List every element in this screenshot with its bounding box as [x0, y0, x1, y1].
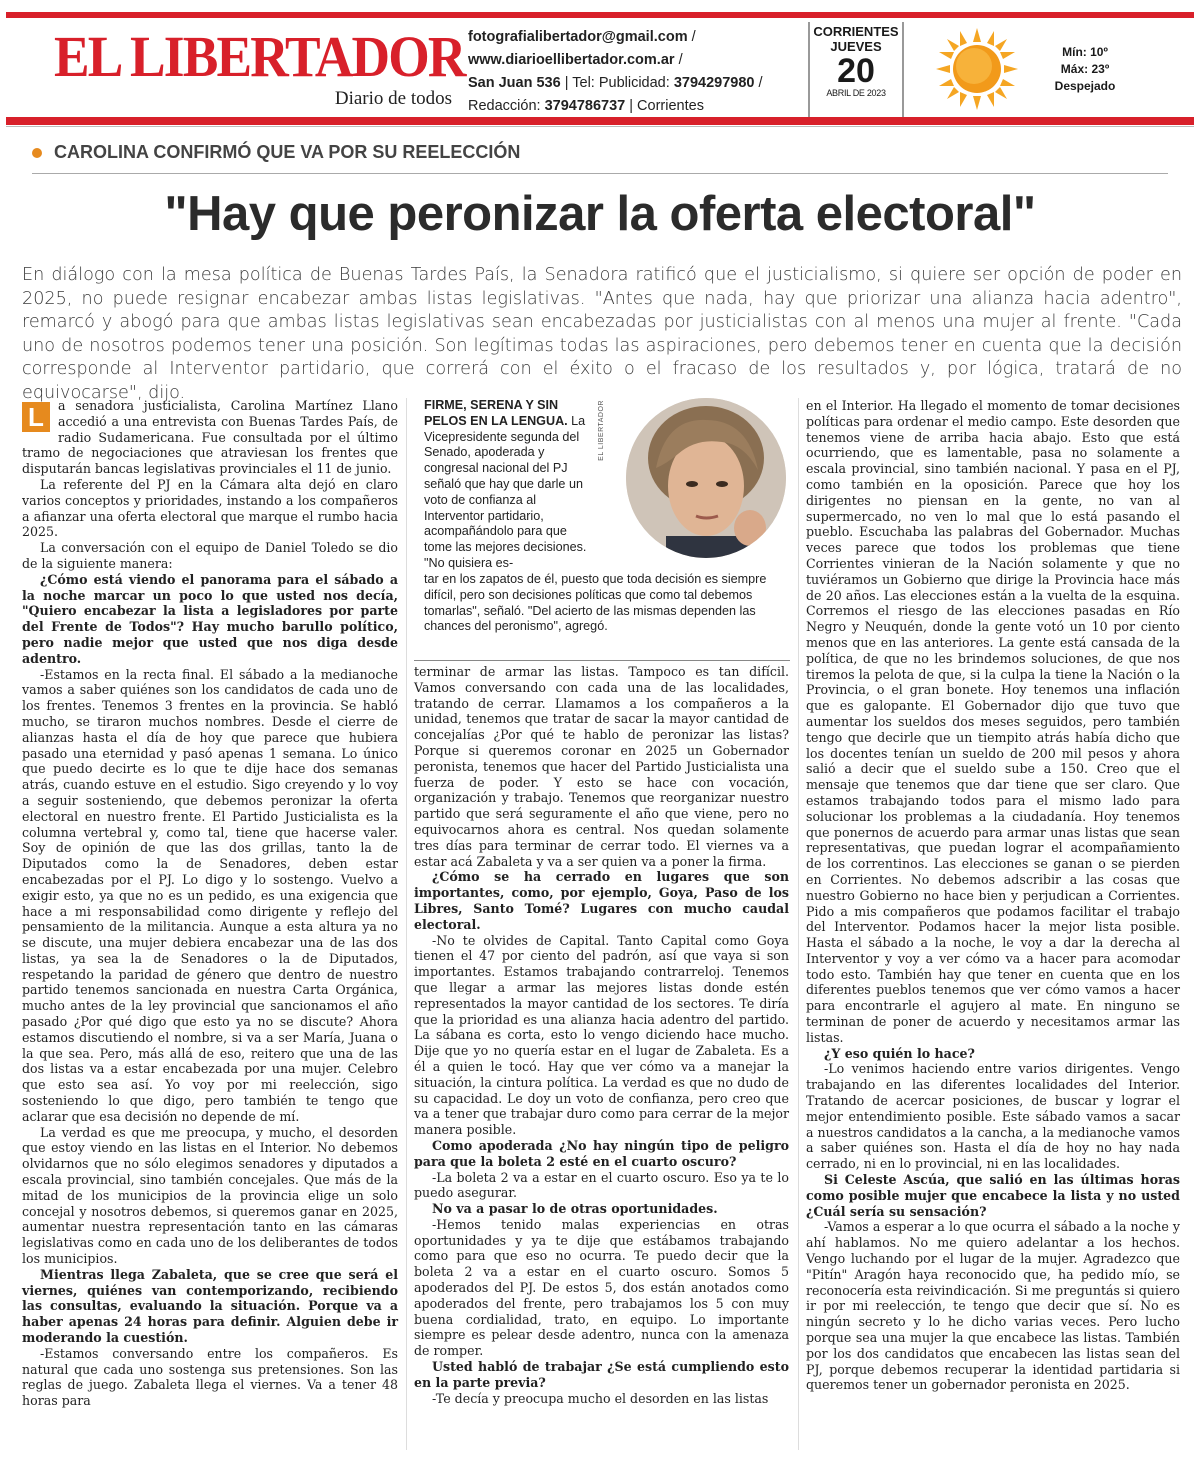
article-column-3 — [806, 398, 1180, 1393]
contact-website[interactable]: www.diarioellibertador.com.ar — [468, 52, 675, 68]
contact-email[interactable]: fotografialibertador@gmail.com — [468, 29, 688, 45]
date-city: CORRIENTES — [813, 24, 899, 39]
weather-min: Mín: 10º — [1062, 45, 1108, 59]
article-paragraph: La verdad es que me preocupa, y mucho, el desorden que estoy viendo en las listas en el Interior. No debemos olvidarnos que no sólo elegimos senadores y diputados a escala provincial, sino también concejales. Que más de la mitad de los municipios de la provincia elige un solo concejal y nosotros debemos, si queremos ganar en 2025, aumentar nuestra representación tanto en las cámaras legislativas como en cada uno de los deliberantes de todos los municipios. — [22, 1124, 398, 1267]
photo-caption — [424, 398, 592, 572]
caption-continued: tar en los zapatos de él, puesto que toda decisión es siempre difícil, pero son decisiones políticas que como tal debemos tomarlas", señaló. "Del acierto de las mismas dependen las chances del peronismo", agregó. — [424, 572, 767, 634]
weather-forecast — [1040, 44, 1130, 95]
article-paragraph: a senadora justicialista, Carolina Martínez Llano accedió a una entrevista con Buenas Tardes País, de radio Sudamericana. Fue consultada por el último tramo de negociaciones que atraviesan los frentes que disputarán bancas legislativas provinciales el 11 de junio. — [22, 398, 398, 477]
article-paragraph: -Estamos conversando entre los compañeros. Es natural que cada uno sostenga sus pretensiones. Son las reglas de juego. Zabaleta llega el viernes. Va a tener 48 horas para — [22, 1345, 398, 1409]
masthead-logo[interactable] — [54, 24, 465, 114]
bullet-icon — [32, 148, 42, 158]
weather-condition: Despejado — [1054, 79, 1116, 93]
caption-title: FIRME, SERENA Y SIN PELOS EN LA LENGUA. — [424, 398, 568, 428]
article-paragraph: -Te decía y preocupa mucho el desorden en las listas — [432, 1390, 769, 1406]
interview-question: Mientras llega Zabaleta, que se cree que será el viernes, quiénes van contemporizando, recibiendo las consultas, evaluando la situación. Porque va a haber apenas 24 horas para definir. Alguien debe ir moderando la cuestión. — [22, 1266, 398, 1346]
article-headline: "Hay que peronizar la oferta electoral" — [164, 187, 1036, 241]
drop-cap: L — [22, 402, 50, 432]
interview-question: ¿Cómo está viendo el panorama para el sábado a la noche marcar un poco lo que usted nos decía, "Quiero encabezar la lista a legisladores por parte del Frente de Todos"? Hay mucho barullo político, pero nadie mejor que usted que nos diga desde adentro. — [22, 571, 398, 666]
interview-question: ¿Y eso quién lo hace? — [824, 1045, 975, 1061]
kicker-divider — [32, 173, 1168, 174]
article-paragraph: -Estamos en la recta final. El sábado a la medianoche vamos a saber quiénes son los candidatos de cada uno de los frentes. Tenemos 3 frentes en la provincia. Se habló mucho, se tiraron muchos nombres. Desde el cierre de alianzas hasta el día de hoy que parece que hubiera pasado una eternidad y pasó apenas 1 semana. Lo único que puedo decirte es lo que te dije hace dos semanas atrás, cuando estuve en el estudio. Sigo creyendo y lo voy a seguir sosteniendo, que debemos peronizar la oferta electoral en nuestro frente. El Partido Justicialista es la columna vertebral y, como tal, tiene que hacerse valer. Soy de opinión de que las dos grillas, tanto la de Diputados como la de Senadores, deben estar encabezadas por el PJ. Lo digo y lo sostengo. Vuelvo a exigir esto, ya que no es un pedido, es una exigencia que hace a mi responsabilidad como dirigente y reflejo del pensamiento de la militancia. Aunque a esta altura ya no se discute, una mujer debiera encabezar una de las dos listas, ya sea la de Senadores o la de Diputados, respetando la paridad de género que dentro de nuestro partido tenemos sancionada en nuestra Carta Orgánica, mucho antes de la ley provincial que sancionamos el año pasado ¿Por qué digo que esto ya no se discute? Ahora estamos discutiendo el nombre, si va a ser María, Juana o la que sea. Pero, más allá de eso, reitero que una de las dos listas va a estar encabezada por una mujer. Celebro que esto sea así. Yo voy por mi reelección, sigo sosteniendo lo que digo, pero también te tengo que aclarar que esa decisión no depende de mí. — [22, 666, 398, 1124]
caption-text: La Vicepresidente segunda del Senado, apoderada y congresal nacional del PJ señaló que hay que darle un voto de confianza al Interventor partidario, acompañándolo para que tome las mejores decisiones. "No quisiera es- — [424, 413, 587, 570]
date-month-year: ABRIL DE 2023 — [826, 88, 886, 98]
interview-question: Como apoderada ¿No hay ningún tipo de peligro para que la boleta 2 esté en el cuarto oscuro? — [414, 1137, 789, 1169]
contact-info: fotografialibertador@gmail.com / www.diarioellibertador.com.ar / San Juan 536 | Tel: Publicidad: 3794297980 / Redacción: 3794786737 | Corrientes — [468, 29, 763, 114]
article-paragraph: terminar de armar las listas. Tampoco es tan difícil. Vamos conversando con cada una de las localidades, tratando de cerrar. Llamamos a los compañeros a la unidad, tenemos que tratar de sacar la mayor cantidad de concejalías ¿Por qué te hablo de peronizar las listas? Porque si queremos coronar en 2025 un Gobernador peronista, tenemos que hacer del Partido Justicialista una fuerza de poder. Y esto se hace con vocación, organización y trabajo. Tenemos que reorganizar nuestro partido que será seguramente el año que viene, pero no equivocarnos ahora es central. Nos quedan solamente tres días para terminar de cerrar todo. El viernes va a estar acá Zabaleta y va a ser quien va a poner la firma. — [414, 664, 789, 869]
contact-phone-ads: 3794297980 — [673, 75, 755, 91]
article-kicker: CAROLINA CONFIRMÓ QUE VA POR SU REELECCIÓN — [32, 142, 520, 163]
article-paragraph: -Hemos tenido malas experiencias en otras oportunidades y ya te dije que estábamos trabajando como para que eso no ocurra. Te puedo decir que la boleta 2 va a estar en el cuarto oscuro. Somos 5 apoderados del PJ. De estos 5, dos están anotados como apoderados del frente, pero trabajamos los 5 con muy buena cordialidad, trato, en equipo. Lo importante siempre es pelear desde adentro, nunca con la amenaza de romper. — [414, 1216, 789, 1359]
newspaper-name: EL LIBERTADOR — [54, 24, 465, 89]
article-lead: En diálogo con la mesa política de Buenas Tardes País, la Senadora ratificó que el justicialismo, si quiere ser opción de poder en 2025, no puede resignar encabezar ambas listas legislativas. "Antes que nada, hay que priorizar una alianza hacia adentro", remarcó y abogó para que ambas listas legislativas sean encabezadas por justicialistas con al menos una mujer al frente. "Cada uno de nosotros podemos tener una posición. Son legítimas todas las aspiraciones, pero debemos tener en cuenta que la decisión corresponde al Interventor partidario, que correrá con el éxito o el fracaso de los resultados y, por lógica, tratará de no equivocarse", dijo. — [22, 265, 1182, 403]
article-paragraph: La referente del PJ en la Cámara alta dejó en claro varios conceptos y prioridades, instando a los compañeros a afianzar una oferta electoral que marque el rumbo hacia 2025. — [22, 476, 398, 540]
article-paragraph: La conversación con el equipo de Daniel Toledo se dio de la siguiente manera: — [22, 540, 398, 571]
article-paragraph: -No te olvides de Capital. Tanto Capital como Goya tienen el 47 por ciento del padrón, así que vaya si son importantes. Estamos trabajando contrarreloj. Tenemos que llegar a armar las mejores listas donde estén representados la mayor cantidad de los sectores. Te diría que la prioridad es una alianza hacia adentro del partido. La sábana es corta, esto lo vengo diciendo hace mucho. Dije que yo no quería estar en el lugar de Zabaleta. Es a él a quien le tocó. Hay que ver cómo va a manejar la situación, la cintura política. La verdad es que no dudo de su capacidad. Le doy un voto de confianza, pero creo que va a tener que trabajar duro como para cerrar de la mejor manera posible. — [414, 932, 789, 1138]
column-divider — [406, 398, 407, 1450]
interview-question: ¿Cómo se ha cerrado en lugares que son importantes, como, por ejemplo, Goya, Paso de los Libres, Santo Tomé? Lugares con mucho caudal electoral. — [414, 869, 789, 932]
weather-max: Máx: 23º — [1060, 62, 1110, 76]
date-box — [808, 22, 904, 118]
interview-question: No va a pasar lo de otras oportunidades. — [432, 1201, 718, 1217]
column-divider — [798, 398, 799, 1450]
article-column-1 — [22, 398, 398, 1409]
interview-question: Si Celeste Ascúa, que salió en las últimas horas como posible mujer que encabece la lista y no usted ¿Cuál sería su sensación? — [806, 1172, 1180, 1219]
photo-credit: EL LIBERTADOR — [598, 400, 605, 461]
sidebar-divider — [414, 660, 790, 661]
contact-address: San Juan 536 — [468, 75, 561, 91]
masthead-red-rule — [6, 117, 1194, 125]
newspaper-tagline: Diario de todos — [334, 88, 452, 109]
interview-question: Usted habló de trabajar ¿Se está cumpliendo esto en la parte previa? — [414, 1359, 789, 1390]
date-day-number: 20 — [837, 52, 875, 90]
masthead-grey-rule — [6, 126, 1194, 127]
article-column-2 — [414, 664, 789, 1406]
article-paragraph: -Vamos a esperar a lo que ocurra el sábado a la noche y ahí hablamos. No me quiero adelantar a los hechos. Vengo luchando por el lugar de la mujer. Agradezco que "Pitín" Aragón haya reconocido que, ha pedido mío, se reconocería esta reivindicación. Si me preguntás si quiero ir por mi reelección, te tengo que decir que sí. No es ningún secreto y lo he dicho varias veces. Pero lucho porque sea una mujer la que encabece las listas. También por los dos candidatos que encabecen las listas sean del PJ, porque debemos recuperar la identidad partidaria si queremos tener un gobernador peronista en 2025. — [806, 1219, 1180, 1393]
sun-icon — [934, 26, 1020, 112]
article-paragraph: en el Interior. Ha llegado el momento de tomar decisiones políticas para ordenar el medio campo. Este desorden que tenemos viene de arriba hacia abajo. Esto que está ocurriendo, que es lamentable, pasa no solamente a escala provincial, sino también nacional. Y pasa en el PJ, como también en la oposición. Parece que hoy los dirigentes no piensan en la gente, no van al supermercado, no ven lo mal que lo está pasando el pueblo. Escuchaba las palabras del Gobernador. Muchas veces parece que todos los problemas que tiene Corrientes vinieran de la Nación solamente y que no tuviéramos un Gobierno que dirige la Provincia hace más de 20 años. Las elecciones están a la vuelta de la esquina. Corremos el riesgo de las elecciones pasadas en Río Negro y Neuquén, donde la gente votó un 10 por ciento menos que en las anteriores. La gente está cansada de la política, de que no les brindemos soluciones, de que nos tiremos la pelota de que, si la culpa la tiene la Nación o la Provincia, o el gran bonete. Hoy tenemos una inflación que es galopante. El Gobernador dijo que tuvo que aumentar los sueldos dos meses seguidos, pero también tengo que decirle que un tiempito atrás había dicho que los docentes tenían un sueldo de 200 mil pesos y ahora salió a decir que el sueldo sube a 150. Creo que el mensaje que tenemos que dar tiene que ser claro. Que estamos trabajando todos para el mismo lado para solucionar los problemas a la ciudadanía. Hoy tenemos que ponernos de acuerdo para armar unas listas que sean representativas, que puedan lograr el acompañamiento de los correntinos. Las elecciones se ganan o se pierden en Corrientes. No debemos adscribir a las cosas que nuestro Gobierno no hace bien y perjudican a Corrientes. Pido a mis compañeros que podamos facilitar el trabajo del Interventor. Podamos hacer la mejor lista posible. Hasta el sábado a la noche, le voy a dar la derecha al Interventor y voy a ver cómo va a hacer para acomodar todo esto. También hay que tener en cuenta que en los diferentes pueblos tenemos que ver cómo vamos a hacer para encontrarle el agujero al mate. En ninguno se terminan de poner de acuerdo y necesitamos armar las listas. — [806, 398, 1180, 1045]
contact-phone-newsroom: 3794786737 — [544, 98, 626, 114]
article-paragraph: -Lo venimos haciendo entre varios dirigentes. Vengo trabajando en las diferentes localidades del Interior. Tratando de acercar posiciones, de buscar y lograr el mejor entendimiento posible. Este sábado vamos a sacar a nuestros candidatos a la cancha, a la medianoche vamos a saber quiénes son. Hasta el día de hoy no hay nada cerrado, ni en lo provincial, ni en las localidades. — [806, 1061, 1180, 1172]
date-weekday: JUEVES — [830, 39, 882, 54]
article-paragraph: -La boleta 2 va a estar en el cuarto oscuro. Eso ya te lo puedo asegurar. — [414, 1169, 789, 1201]
senator-portrait-photo[interactable] — [626, 398, 786, 558]
top-red-bar — [6, 12, 1194, 18]
